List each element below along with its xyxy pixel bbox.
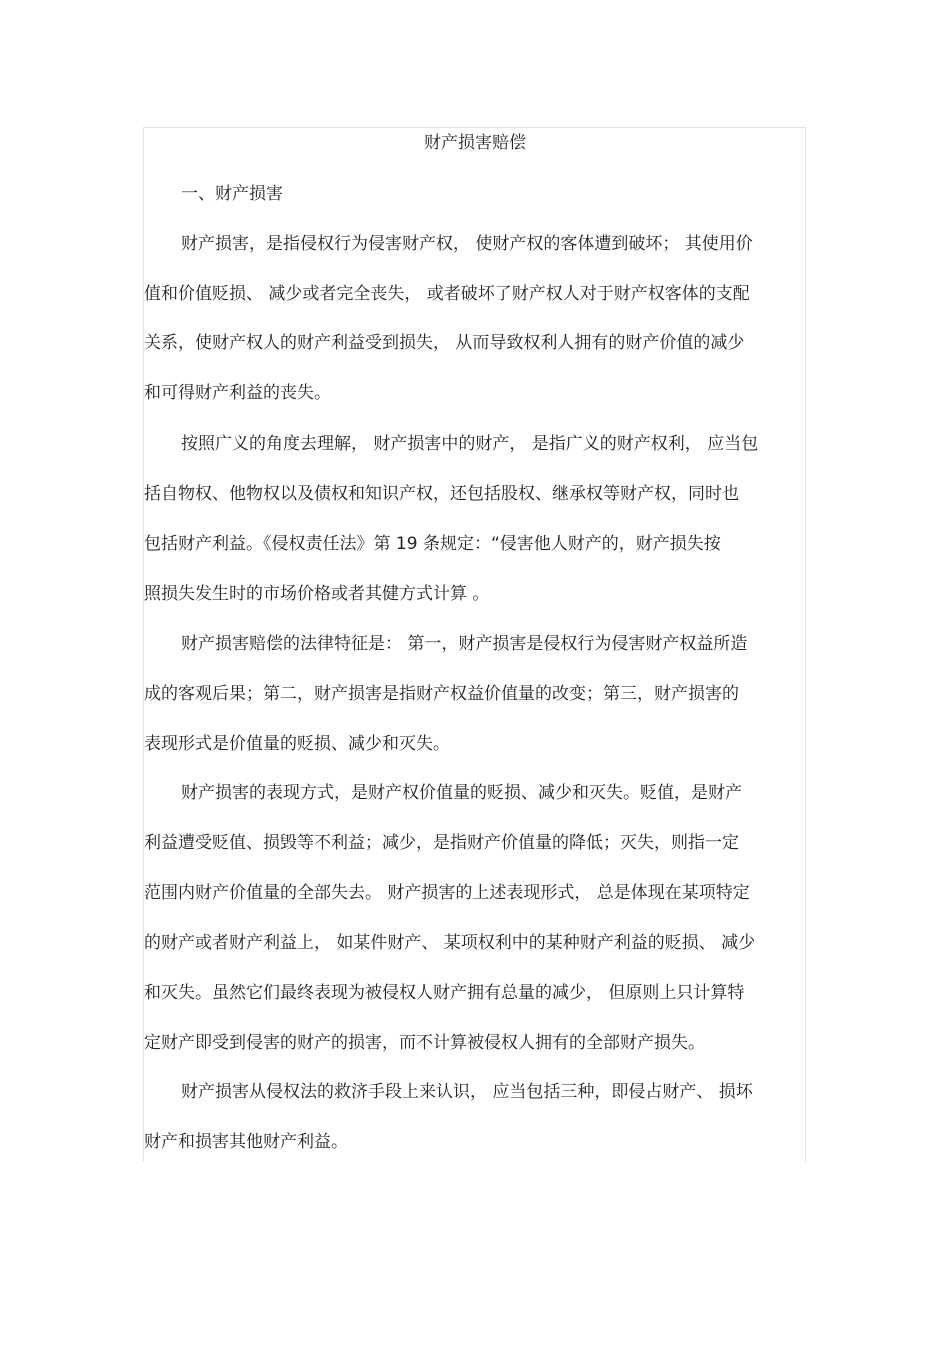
paragraph-line: 财产损害的表现方式，是财产权价值量的贬损、减少和灭失。贬值，是财产 [181,783,742,803]
paragraph-line: 照损失发生时的市场价格或者其健方式计算 。 [144,584,490,604]
paragraph-line: 财产和损害其他财产利益。 [144,1132,348,1152]
document-title: 财产损害赔偿 [424,133,526,153]
paragraph-line: 财产损害赔偿的法律特征是： 第一，财产损害是侵权行为侵害财产权益所造 [181,634,748,654]
paragraph-line: 财产损害从侵权法的救济手段上来认识， 应当包括三种，即侵占财产、 损坏 [181,1082,753,1102]
paragraph-line: 利益遭受贬值、损毁等不利益；减少，是指财产价值量的降低；灭失，则指一定 [144,833,739,853]
paragraph-line: 和可得财产利益的丧失。 [144,383,331,403]
paragraph-line: 财产损害，是指侵权行为侵害财产权， 使财产权的客体遭到破坏； 其使用价 [181,234,753,254]
paragraph-line: 定财产即受到侵害的财产的损害，而不计算被侵权人拥有的全部财产损失。 [144,1033,705,1053]
paragraph-line: 关系，使财产权人的财产利益受到损失， 从而导致权利人拥有的财产价值的减少 [144,333,745,353]
paragraph-line: 和灭失。虽然它们最终表现为被侵权人财产拥有总量的减少， 但原则上只计算特 [144,983,745,1003]
paragraph-line: 按照广义的角度去理解， 财产损害中的财产， 是指广义的财产权利， 应当包 [181,434,759,454]
paragraph-line: 括自物权、他物权以及债权和知识产权，还包括股权、继承权等财产权，同时也 [144,484,739,504]
paragraph-line: 表现形式是价值量的贬损、减少和灭失。 [144,734,450,754]
paragraph-line: 的财产或者财产利益上， 如某件财产、 某项权利中的某种财产利益的贬损、 减少 [144,933,756,953]
paragraph-line: 范围内财产价值量的全部失去。 财产损害的上述表现形式， 总是体现在某项特定 [144,883,750,903]
section-heading: 一、财产损害 [181,184,283,204]
paragraph-line: 成的客观后果；第二，财产损害是指财产权益价值量的改变；第三，财产损害的 [144,684,739,704]
paragraph-line: 包括财产利益。《侵权责任法》第 19 条规定：“侵害他人财产的，财产损失按 [144,534,721,554]
paragraph-line: 值和价值贬损、 减少或者完全丧失， 或者破坏了财产权人对于财产权客体的支配 [144,284,750,304]
